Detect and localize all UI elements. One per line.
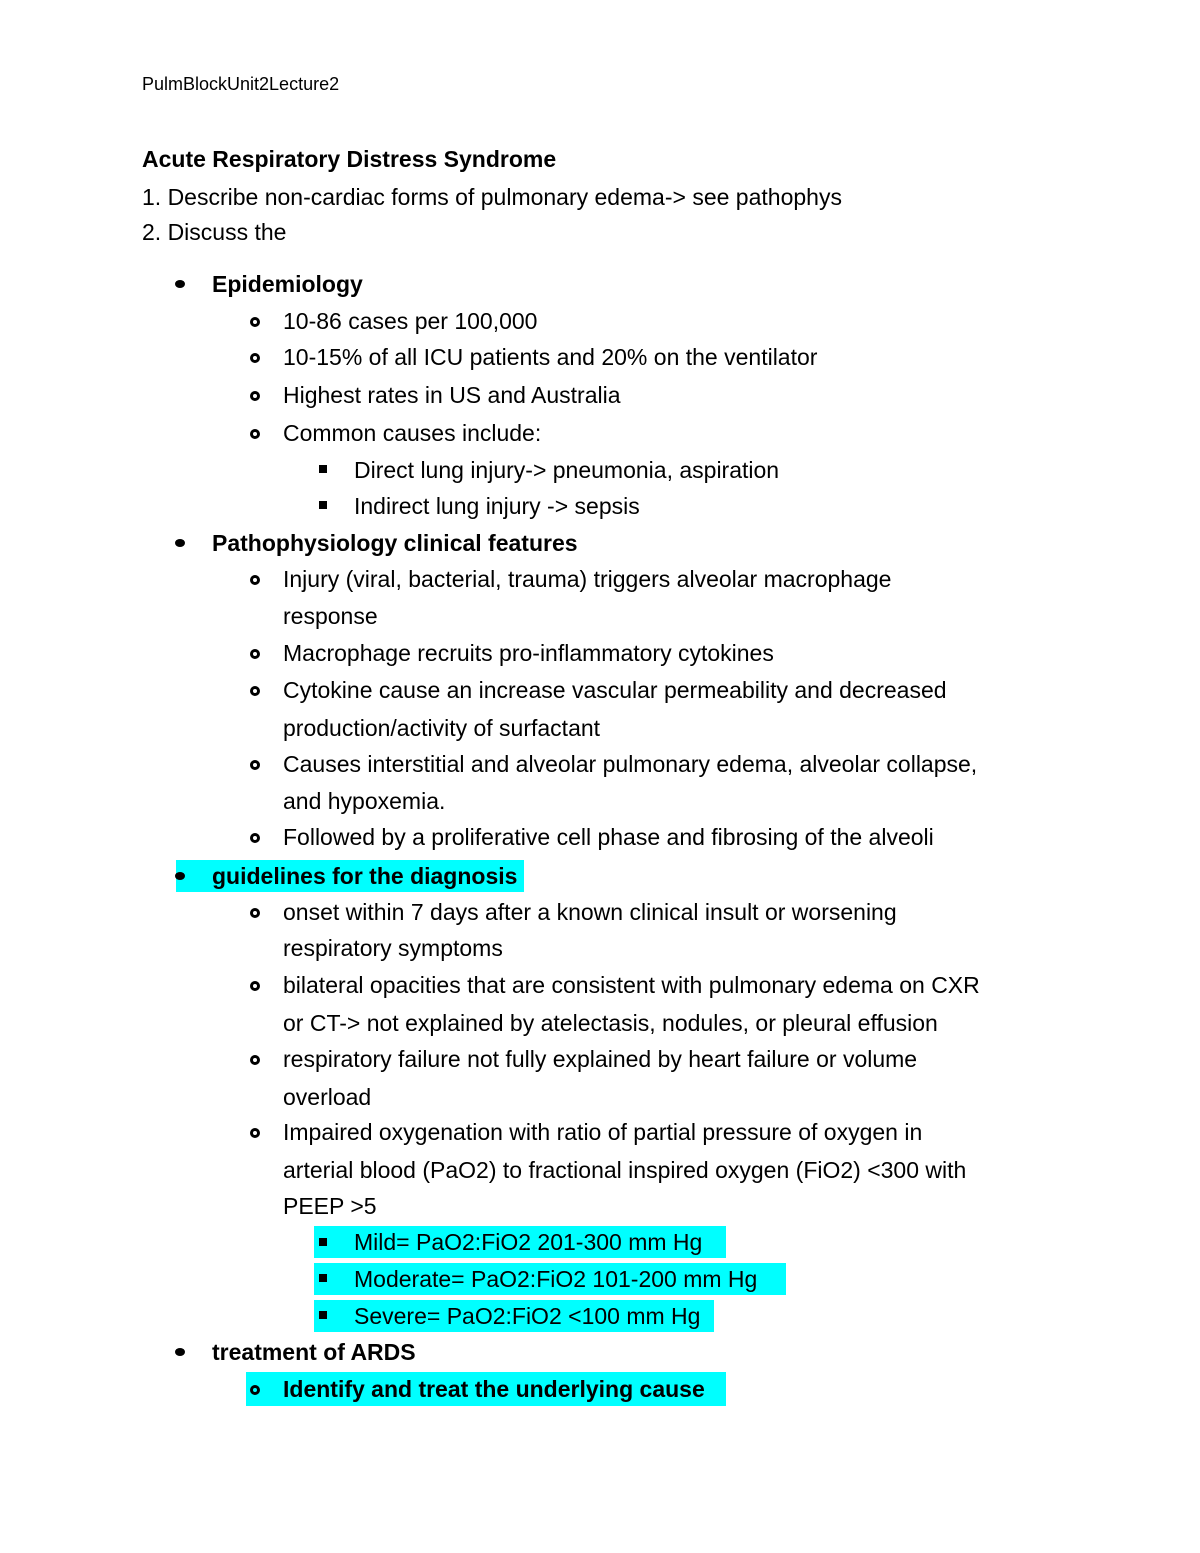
bullet-circle-icon <box>248 979 262 993</box>
section-heading-treatment: treatment of ARDS <box>212 1339 416 1365</box>
list-item: Followed by a proliferative cell phase and fibrosing of the alveoli <box>283 824 934 850</box>
bullet-disc-icon <box>174 870 186 882</box>
bullet-disc-icon <box>174 278 186 290</box>
list-item: Cytokine cause an increase vascular permeability and decreased <box>283 677 947 703</box>
document-title: Acute Respiratory Distress Syndrome <box>142 146 557 172</box>
bullet-square-icon <box>318 464 328 474</box>
list-item: Impaired oxygenation with ratio of partial pressure of oxygen in <box>283 1119 923 1145</box>
bullet-circle-icon <box>248 1383 262 1397</box>
bullet-circle-icon <box>248 351 262 365</box>
sub-list-item: Indirect lung injury -> sepsis <box>354 493 640 519</box>
treatment-item: Identify and treat the underlying cause <box>283 1376 705 1402</box>
bullet-circle-icon <box>248 758 262 772</box>
list-item: Common causes include: <box>283 420 542 446</box>
severity-item: Severe= PaO2:FiO2 <100 mm Hg <box>354 1303 701 1329</box>
severity-item: Moderate= PaO2:FiO2 101-200 mm Hg <box>354 1266 758 1292</box>
bullet-square-icon <box>318 1310 328 1320</box>
bullet-disc-icon <box>174 537 186 549</box>
bullet-square-icon <box>318 500 328 510</box>
bullet-square-icon <box>318 1237 328 1247</box>
list-item-continued: production/activity of surfactant <box>283 715 601 741</box>
intro-line: 1. Describe non-cardiac forms of pulmonary edema-> see pathophys <box>142 184 842 210</box>
list-item-continued: arterial blood (PaO2) to fractional inspired oxygen (FiO2) <300 with <box>283 1157 967 1183</box>
bullet-circle-icon <box>248 427 262 441</box>
list-item: onset within 7 days after a known clinical insult or worsening <box>283 899 897 925</box>
bullet-circle-icon <box>248 906 262 920</box>
section-heading-pathophysiology: Pathophysiology clinical features <box>212 530 578 556</box>
list-item-continued: PEEP >5 <box>283 1193 377 1219</box>
list-item: Highest rates in US and Australia <box>283 382 621 408</box>
bullet-circle-icon <box>248 1126 262 1140</box>
bullet-circle-icon <box>248 831 262 845</box>
list-item: Injury (viral, bacterial, trauma) triggers alveolar macrophage <box>283 566 892 592</box>
list-item: Causes interstitial and alveolar pulmonary edema, alveolar collapse, <box>283 751 978 777</box>
list-item-continued: respiratory symptoms <box>283 935 503 961</box>
severity-item: Mild= PaO2:FiO2 201-300 mm Hg <box>354 1229 703 1255</box>
bullet-circle-icon <box>248 573 262 587</box>
bullet-circle-icon <box>248 647 262 661</box>
section-heading-epidemiology: Epidemiology <box>212 271 363 297</box>
sub-list-item: Direct lung injury-> pneumonia, aspiration <box>354 457 780 483</box>
list-item-continued: and hypoxemia. <box>283 788 446 814</box>
list-item: Macrophage recruits pro-inflammatory cytokines <box>283 640 774 666</box>
list-item-continued: response <box>283 603 378 629</box>
page-header: PulmBlockUnit2Lecture2 <box>142 74 340 94</box>
list-item: bilateral opacities that are consistent with pulmonary edema on CXR <box>283 972 980 998</box>
bullet-square-icon <box>318 1273 328 1283</box>
intro-line: 2. Discuss the <box>142 219 287 245</box>
bullet-circle-icon <box>248 1053 262 1067</box>
list-item-continued: or CT-> not explained by atelectasis, nodules, or pleural effusion <box>283 1010 938 1036</box>
list-item: 10-15% of all ICU patients and 20% on the ventilator <box>283 344 818 370</box>
list-item: respiratory failure not fully explained by heart failure or volume <box>283 1046 918 1072</box>
bullet-disc-icon <box>174 1346 186 1358</box>
bullet-circle-icon <box>248 389 262 403</box>
bullet-circle-icon <box>248 315 262 329</box>
bullet-circle-icon <box>248 684 262 698</box>
section-heading-diagnosis: guidelines for the diagnosis <box>212 863 518 889</box>
list-item-continued: overload <box>283 1084 372 1110</box>
list-item: 10-86 cases per 100,000 <box>283 308 538 334</box>
